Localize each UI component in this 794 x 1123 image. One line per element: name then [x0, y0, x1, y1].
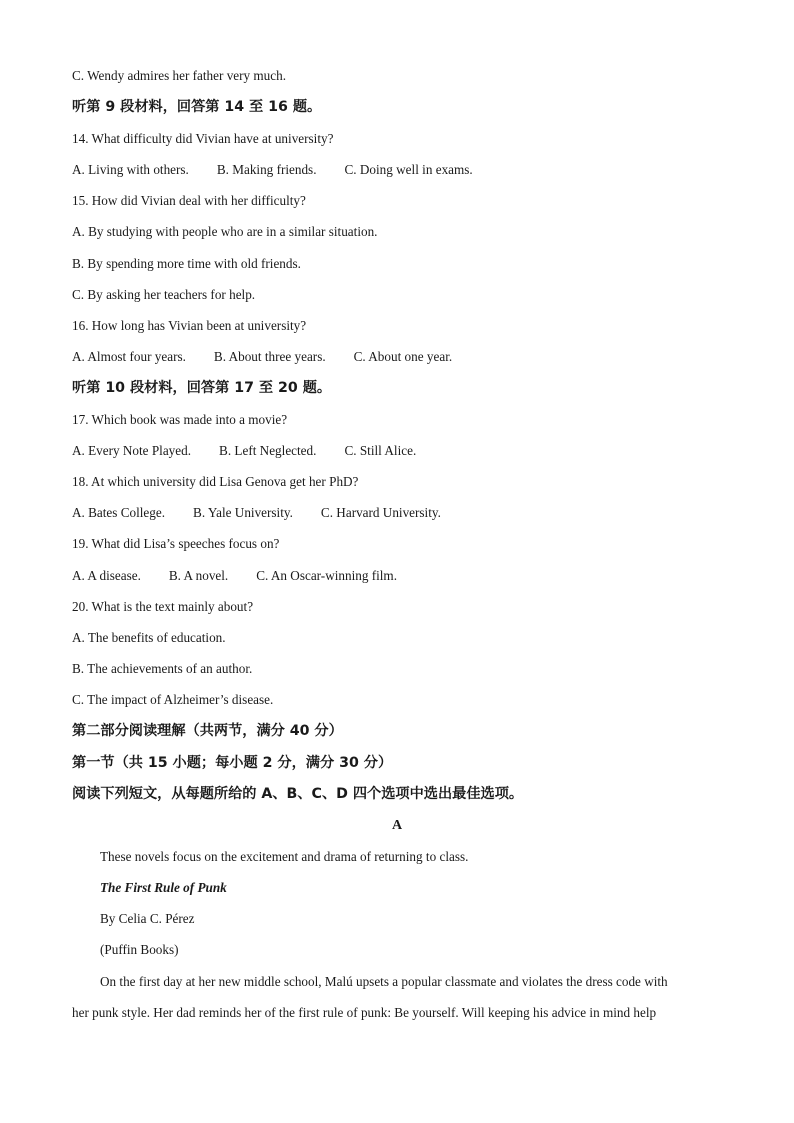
option-b: B. Yale University. [193, 505, 293, 520]
question-15-option-c: C. By asking her teachers for help. [72, 287, 256, 302]
option-c: C. Doing well in exams. [344, 162, 473, 177]
option-a: A. Every Note Played. [72, 443, 192, 458]
question-19: 19. What did Lisa’s speeches focus on? [72, 536, 280, 551]
passage-label: A [391, 818, 403, 833]
question-17-options [72, 442, 416, 460]
book-author: By Celia C. Pérez [100, 911, 195, 926]
option-a: A. A disease. [72, 568, 141, 583]
question-16-options [72, 348, 452, 366]
section-one-heading: 第一节（共 15 小题；每小题 2 分，满分 30 分） [72, 755, 393, 771]
book-publisher: (Puffin Books) [100, 942, 179, 957]
question-20-option-c: C. The impact of Alzheimer’s disease. [72, 692, 274, 707]
question-15: 15. How did Vivian deal with her difficulty? [72, 193, 306, 208]
option-c: C. An Oscar-winning film. [256, 568, 397, 583]
question-18-options [72, 504, 441, 522]
question-19-options [72, 567, 397, 585]
question-20-option-a: A. The benefits of education. [72, 630, 226, 645]
option-c: C. About one year. [353, 349, 453, 364]
question-16: 16. How long has Vivian been at university? [72, 318, 307, 333]
option-b: B. Left Neglected. [219, 443, 317, 458]
question-14: 14. What difficulty did Vivian have at university? [72, 131, 334, 146]
section-heading-9: 听第 9 段材料，回答第 14 至 16 题。 [72, 99, 322, 115]
option-c: C. Still Alice. [344, 443, 417, 458]
question-17: 17. Which book was made into a movie? [72, 412, 288, 427]
question-15-option-b: B. By spending more time with old friends. [72, 256, 301, 271]
option-c-line: C. Wendy admires her father very much. [72, 68, 287, 83]
option-c: C. Harvard University. [320, 505, 441, 520]
question-20: 20. What is the text mainly about? [72, 599, 254, 614]
option-b: B. About three years. [213, 349, 326, 364]
passage-intro: These novels focus on the excitement and drama of returning to class. [100, 849, 469, 864]
option-b: B. Making friends. [216, 162, 317, 177]
question-18: 18. At which university did Lisa Genova get her PhD? [72, 474, 359, 489]
option-a: A. Living with others. [72, 162, 189, 177]
question-14-options [72, 161, 473, 179]
question-20-option-b: B. The achievements of an author. [72, 661, 253, 676]
part-two-heading: 第二部分阅读理解（共两节，满分 40 分） [72, 723, 343, 739]
book-title: The First Rule of Punk [100, 880, 227, 895]
option-b: B. A novel. [168, 568, 229, 583]
passage-paragraph-line-2: her punk style. Her dad reminds her of the first rule of punk: Be yourself. Will keeping his advice in mind help [72, 1005, 657, 1020]
passage-paragraph-line-1: On the first day at her new middle school, Malú upsets a popular classmate and violates the dress code with [100, 974, 668, 989]
option-a: A. Bates College. [72, 505, 166, 520]
option-a: A. Almost four years. [72, 349, 186, 364]
section-heading-10: 听第 10 段材料，回答第 17 至 20 题。 [72, 380, 332, 396]
reading-instructions: 阅读下列短文，从每题所给的 A、B、C、D 四个选项中选出最佳选项。 [72, 786, 524, 802]
question-15-option-a: A. By studying with people who are in a similar situation. [72, 224, 378, 239]
